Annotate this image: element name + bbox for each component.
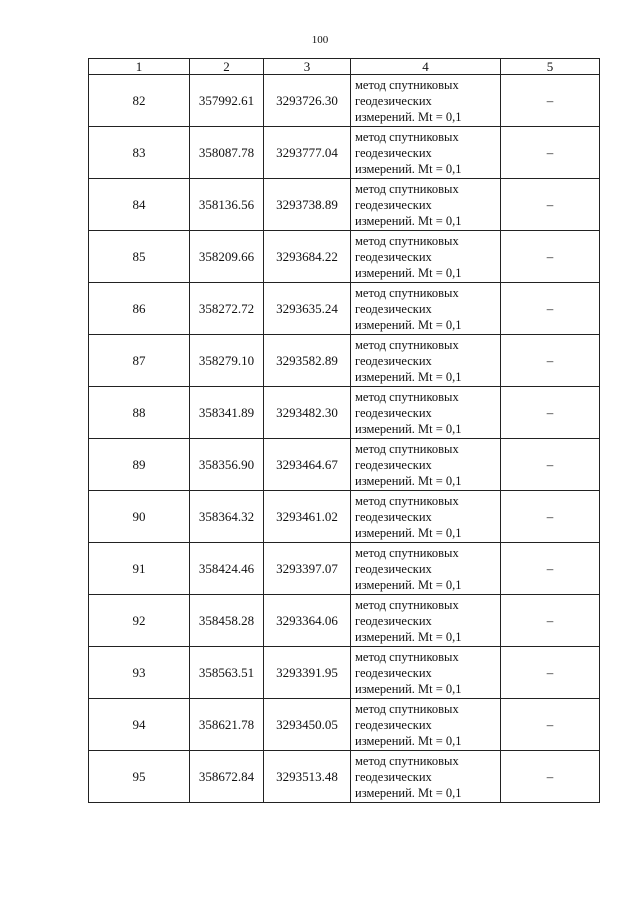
note-cell: – [501, 335, 600, 387]
x-coordinate-cell: 358424.46 [190, 543, 264, 595]
table-row [89, 491, 600, 543]
point-number-cell: 88 [89, 387, 190, 439]
point-number-cell: 94 [89, 699, 190, 751]
method-cell [351, 179, 501, 231]
point-number-cell: 87 [89, 335, 190, 387]
point-number-cell: 92 [89, 595, 190, 647]
table-row [89, 595, 600, 647]
method-line: геодезических [355, 509, 432, 524]
method-line: метод спутниковых [355, 77, 459, 92]
y-coordinate-cell: 3293726.30 [264, 75, 351, 127]
method-line: метод спутниковых [355, 597, 459, 612]
table-row [89, 231, 600, 283]
x-coordinate-cell: 358209.66 [190, 231, 264, 283]
table-row [89, 543, 600, 595]
note-cell: – [501, 179, 600, 231]
method-line: метод спутниковых [355, 389, 459, 404]
table-row [89, 387, 600, 439]
table-row [89, 699, 600, 751]
x-coordinate-cell: 358356.90 [190, 439, 264, 491]
y-coordinate-cell: 3293391.95 [264, 647, 351, 699]
x-coordinate-cell: 358341.89 [190, 387, 264, 439]
method-line: измерений. Mt = 0,1 [355, 317, 462, 332]
table-row [89, 335, 600, 387]
note-cell: – [501, 283, 600, 335]
page-number: 100 [311, 34, 329, 46]
note-cell: – [501, 595, 600, 647]
y-coordinate-cell: 3293450.05 [264, 699, 351, 751]
method-line: геодезических [355, 665, 432, 680]
x-coordinate-cell: 357992.61 [190, 75, 264, 127]
method-line: метод спутниковых [355, 337, 459, 352]
method-line: геодезических [355, 457, 432, 472]
x-coordinate-cell: 358672.84 [190, 751, 264, 803]
method-cell [351, 439, 501, 491]
method-cell [351, 387, 501, 439]
y-coordinate-cell: 3293777.04 [264, 127, 351, 179]
method-line: измерений. Mt = 0,1 [355, 369, 462, 384]
y-coordinate-cell: 3293684.22 [264, 231, 351, 283]
method-line: измерений. Mt = 0,1 [355, 161, 462, 176]
method-line: измерений. Mt = 0,1 [355, 681, 462, 696]
method-line: геодезических [355, 145, 432, 160]
column-header: 5 [501, 59, 600, 75]
note-cell: – [501, 387, 600, 439]
method-cell [351, 283, 501, 335]
method-line: геодезических [355, 301, 432, 316]
method-line: геодезических [355, 405, 432, 420]
x-coordinate-cell: 358364.32 [190, 491, 264, 543]
method-line: измерений. Mt = 0,1 [355, 629, 462, 644]
point-number-cell: 83 [89, 127, 190, 179]
y-coordinate-cell: 3293397.07 [264, 543, 351, 595]
note-cell: – [501, 75, 600, 127]
method-cell [351, 231, 501, 283]
point-number-cell: 95 [89, 751, 190, 803]
column-header: 1 [89, 59, 190, 75]
method-cell [351, 75, 501, 127]
method-cell [351, 491, 501, 543]
y-coordinate-cell: 3293364.06 [264, 595, 351, 647]
y-coordinate-cell: 3293635.24 [264, 283, 351, 335]
y-coordinate-cell: 3293464.67 [264, 439, 351, 491]
table-row [89, 179, 600, 231]
y-coordinate-cell: 3293513.48 [264, 751, 351, 803]
method-cell [351, 595, 501, 647]
method-line: метод спутниковых [355, 129, 459, 144]
method-line: геодезических [355, 93, 432, 108]
method-line: геодезических [355, 613, 432, 628]
table-header-row [89, 59, 600, 75]
method-line: метод спутниковых [355, 649, 459, 664]
point-number-cell: 89 [89, 439, 190, 491]
y-coordinate-cell: 3293738.89 [264, 179, 351, 231]
column-header: 4 [351, 59, 501, 75]
note-cell: – [501, 231, 600, 283]
method-line: измерений. Mt = 0,1 [355, 213, 462, 228]
method-line: метод спутниковых [355, 545, 459, 560]
point-number-cell: 84 [89, 179, 190, 231]
method-line: метод спутниковых [355, 493, 459, 508]
method-line: измерений. Mt = 0,1 [355, 785, 462, 800]
method-line: измерений. Mt = 0,1 [355, 421, 462, 436]
method-line: измерений. Mt = 0,1 [355, 109, 462, 124]
method-line: геодезических [355, 769, 432, 784]
point-number-cell: 91 [89, 543, 190, 595]
note-cell: – [501, 491, 600, 543]
point-number-cell: 90 [89, 491, 190, 543]
method-cell [351, 543, 501, 595]
method-cell [351, 751, 501, 803]
table-row [89, 751, 600, 803]
method-cell [351, 335, 501, 387]
method-line: метод спутниковых [355, 285, 459, 300]
method-line: геодезических [355, 197, 432, 212]
y-coordinate-cell: 3293461.02 [264, 491, 351, 543]
method-line: измерений. Mt = 0,1 [355, 733, 462, 748]
method-line: метод спутниковых [355, 701, 459, 716]
method-cell [351, 127, 501, 179]
method-line: измерений. Mt = 0,1 [355, 265, 462, 280]
method-line: метод спутниковых [355, 753, 459, 768]
table-row [89, 75, 600, 127]
method-line: измерений. Mt = 0,1 [355, 473, 462, 488]
point-number-cell: 86 [89, 283, 190, 335]
note-cell: – [501, 647, 600, 699]
method-cell [351, 699, 501, 751]
method-line: метод спутниковых [355, 181, 459, 196]
method-line: метод спутниковых [355, 441, 459, 456]
note-cell: – [501, 439, 600, 491]
x-coordinate-cell: 358279.10 [190, 335, 264, 387]
note-cell: – [501, 127, 600, 179]
y-coordinate-cell: 3293482.30 [264, 387, 351, 439]
column-header: 3 [264, 59, 351, 75]
method-line: измерений. Mt = 0,1 [355, 577, 462, 592]
table-row [89, 439, 600, 491]
coordinates-table [88, 58, 600, 803]
x-coordinate-cell: 358087.78 [190, 127, 264, 179]
method-line: геодезических [355, 353, 432, 368]
point-number-cell: 82 [89, 75, 190, 127]
method-line: геодезических [355, 561, 432, 576]
x-coordinate-cell: 358563.51 [190, 647, 264, 699]
method-line: измерений. Mt = 0,1 [355, 525, 462, 540]
note-cell: – [501, 543, 600, 595]
method-line: геодезических [355, 249, 432, 264]
method-line: геодезических [355, 717, 432, 732]
y-coordinate-cell: 3293582.89 [264, 335, 351, 387]
note-cell: – [501, 751, 600, 803]
point-number-cell: 85 [89, 231, 190, 283]
column-header: 2 [190, 59, 264, 75]
table-row [89, 127, 600, 179]
x-coordinate-cell: 358272.72 [190, 283, 264, 335]
method-line: метод спутниковых [355, 233, 459, 248]
note-cell: – [501, 699, 600, 751]
table-row [89, 283, 600, 335]
x-coordinate-cell: 358136.56 [190, 179, 264, 231]
point-number-cell: 93 [89, 647, 190, 699]
table-body [89, 75, 600, 803]
x-coordinate-cell: 358458.28 [190, 595, 264, 647]
table-row [89, 647, 600, 699]
method-cell [351, 647, 501, 699]
x-coordinate-cell: 358621.78 [190, 699, 264, 751]
